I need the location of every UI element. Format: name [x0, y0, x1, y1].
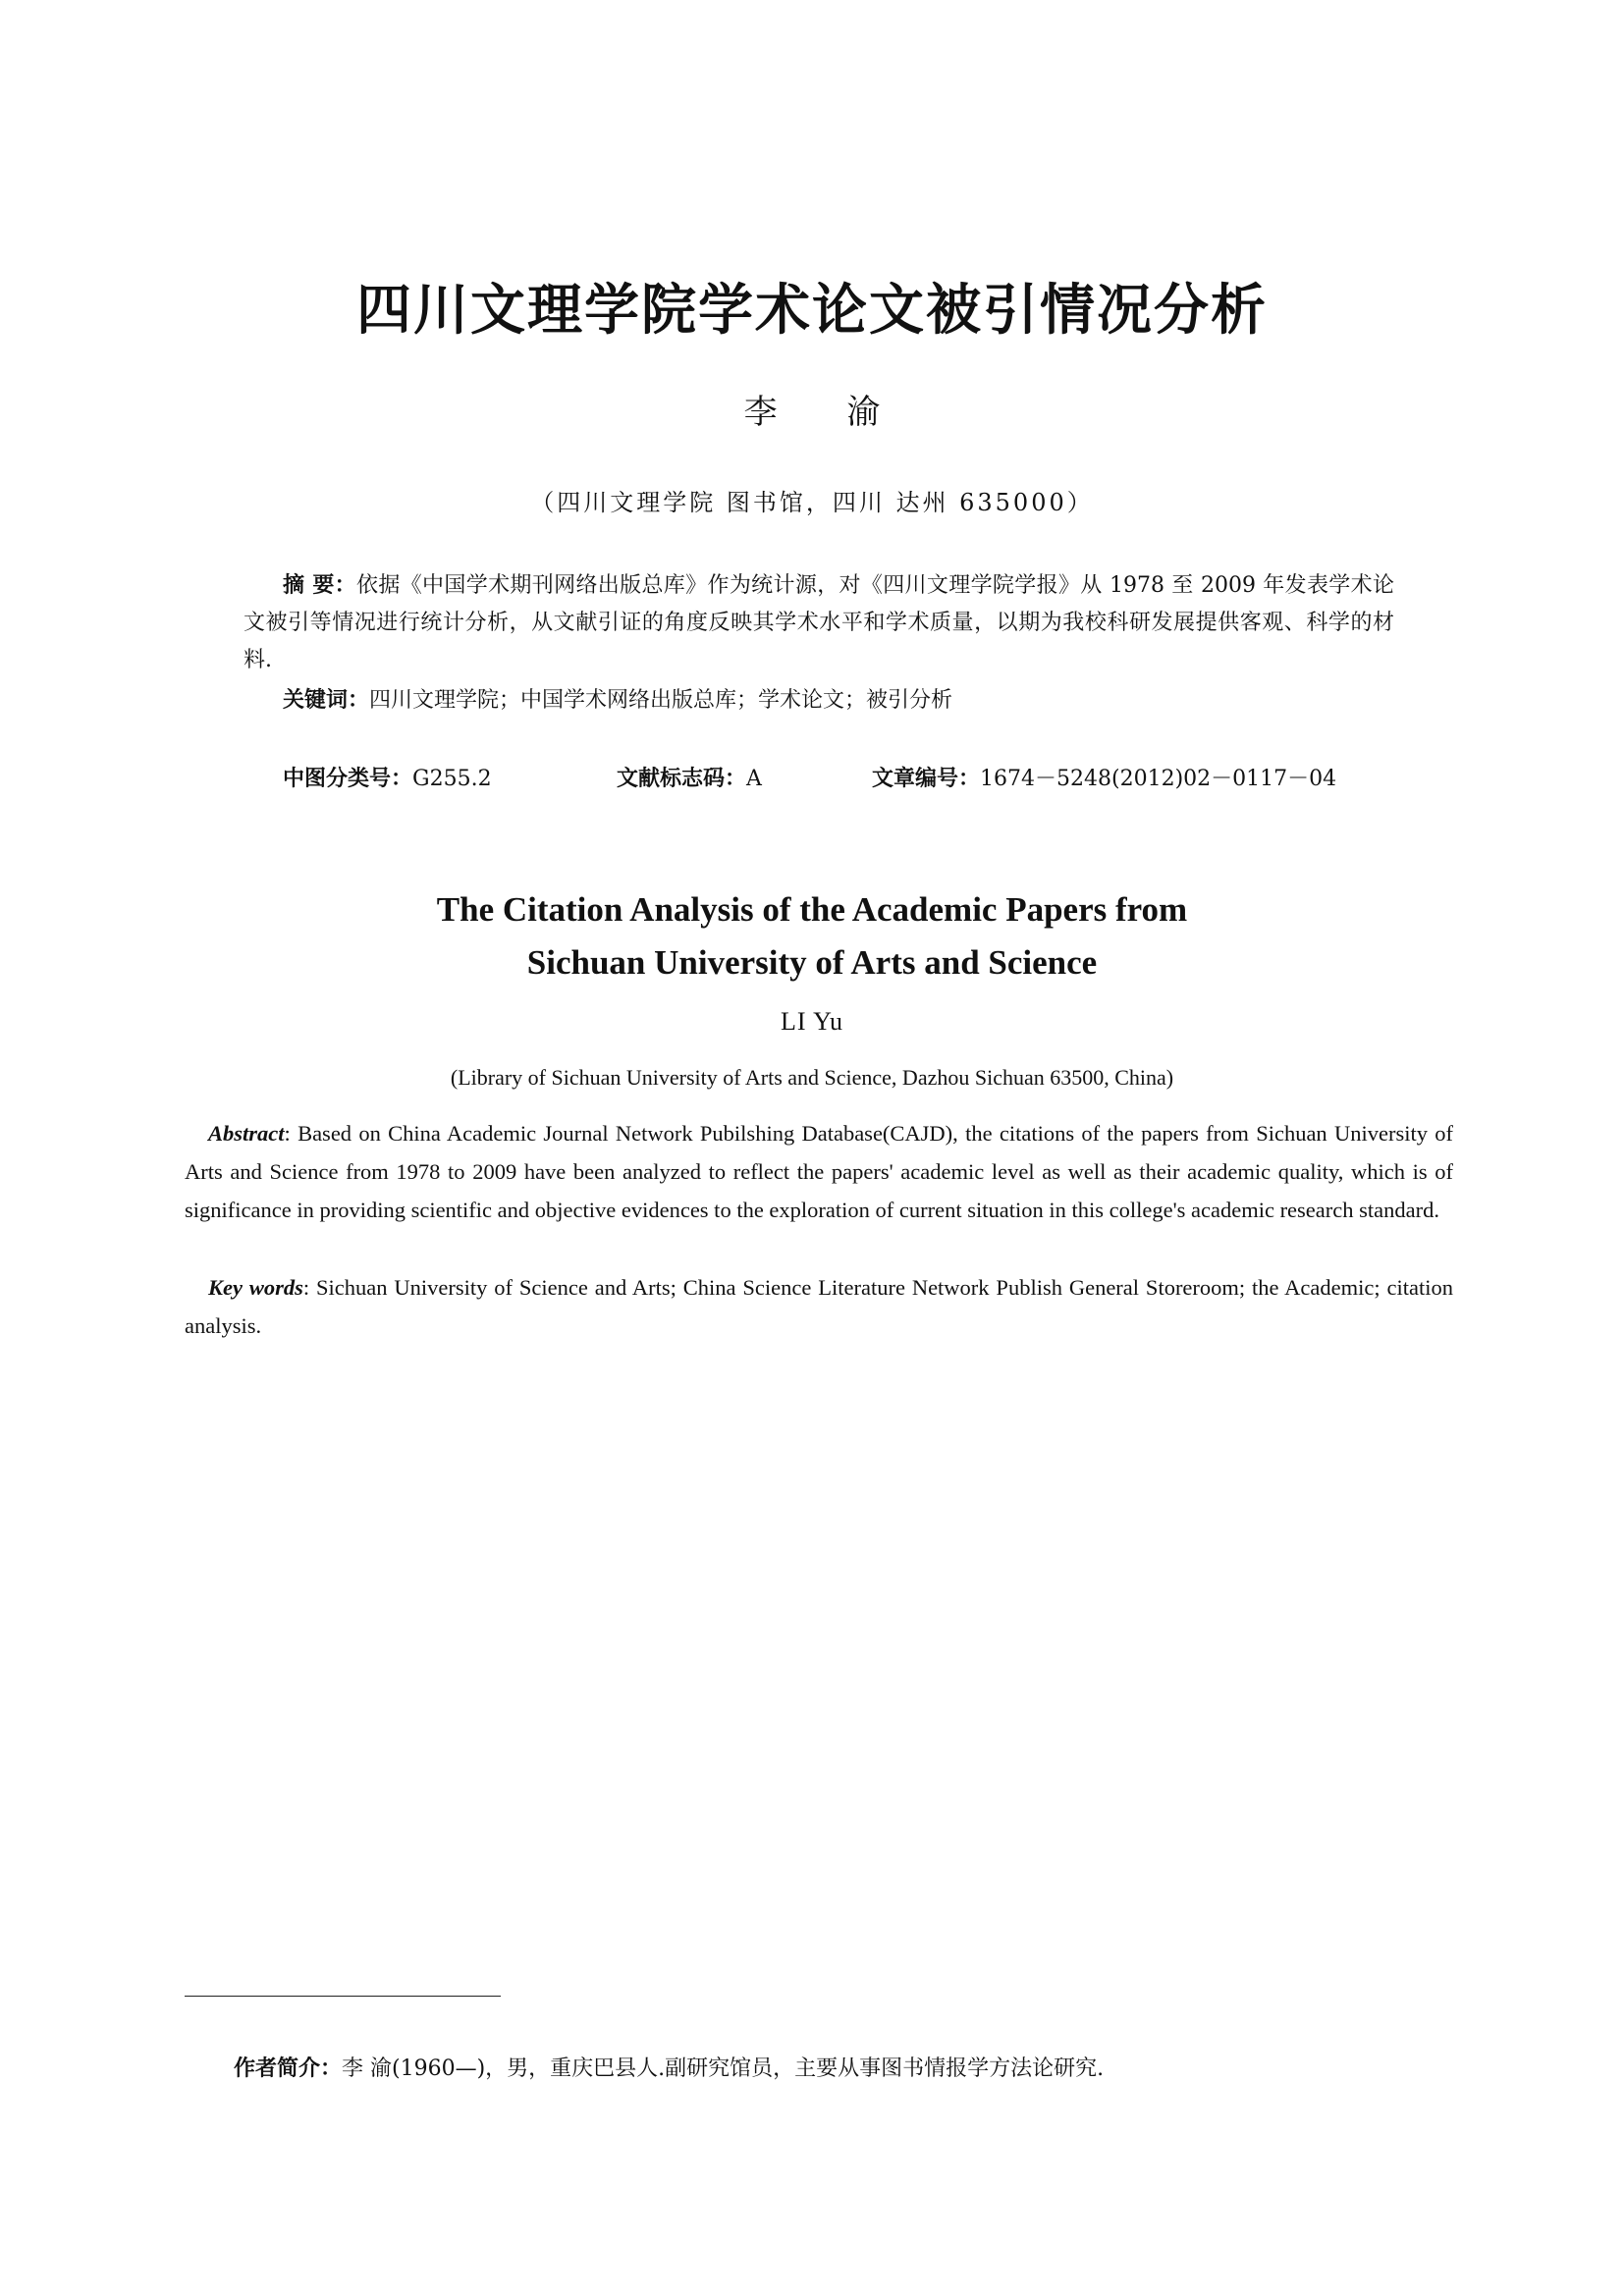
abstract-cn [244, 567, 1394, 679]
author-name-cn: 李 渝 [743, 393, 910, 432]
article-number-label: 文章编号： [872, 767, 981, 791]
footnote-divider [185, 1996, 501, 1997]
affiliation-cn: （四川文理学院 图书馆，四川 达州 635000） [530, 489, 1094, 516]
keywords-cn-label: 关键词： [283, 688, 370, 713]
abstract-en-label: Abstract [208, 1121, 285, 1146]
clc-value: G255.2 [412, 767, 492, 791]
title-en-line-2: Sichuan University of Arts and Science [526, 943, 1098, 982]
keywords-cn [283, 682, 1394, 720]
affiliation-en: (Library of Sichuan University of Arts and Science, Dazhou Sichuan 63500, China) [450, 1065, 1174, 1090]
article-number [872, 762, 1336, 792]
keywords-en-label: Key words [208, 1275, 303, 1300]
abstract-en-text: Based on China Academic Journal Network Pubilshing Database(CAJD), the citations of the papers from Sichuan University of Arts and Science from 1978 to 2009 have been analyzed to reflect the papers' academic level as well as their academic quality, which is of significance in providing scientific and objective evidences to the exploration of current situation in this college's academic research standard. [185, 1121, 1453, 1222]
abstract-cn-label: 摘 要： [283, 573, 357, 598]
author-name-en: LI Yu [781, 1007, 843, 1036]
keywords-cn-text: 四川文理学院；中国学术网络出版总库；学术论文；被引分析 [369, 688, 953, 713]
keywords-en [185, 1268, 1453, 1345]
abstract-en-separator: : [284, 1121, 298, 1146]
title-en-line-1: The Citation Analysis of the Academic Papers from [436, 890, 1188, 929]
abstract-cn-text: 依据《中国学术期刊网络出版总库》作为统计源，对《四川文理学院学报》从 1978 至 2009 年发表学术论文被引等情况进行统计分析，从文献引证的角度反映其学术水平和学术质量，以期为我校科研发展提供客观、科学的材料. [244, 573, 1394, 672]
keywords-en-separator: : [302, 1275, 317, 1300]
doc-code-label: 文献标志码： [617, 767, 747, 791]
document-code [617, 762, 762, 792]
abstract-en [185, 1114, 1453, 1229]
footnote-text: 李 渝(1960—)，男，重庆巴县人.副研究馆员，主要从事图书情报学方法论研究. [342, 2056, 1105, 2081]
doc-code-value: A [746, 767, 762, 791]
clc-number [283, 762, 492, 792]
paper-title-en [0, 883, 1624, 989]
keywords-en-text: Sichuan University of Science and Arts; China Science Literature Network Publish General Storeroom; the Academic; citation analysis. [185, 1275, 1453, 1338]
article-number-value: 1674－5248(2012)02－0117－04 [980, 767, 1337, 791]
author-footnote [234, 2052, 1104, 2082]
paper-title-cn: 四川文理学院学术论文被引情况分析 [356, 279, 1268, 343]
clc-label: 中图分类号： [283, 767, 413, 791]
footnote-label: 作者简介： [234, 2056, 343, 2081]
